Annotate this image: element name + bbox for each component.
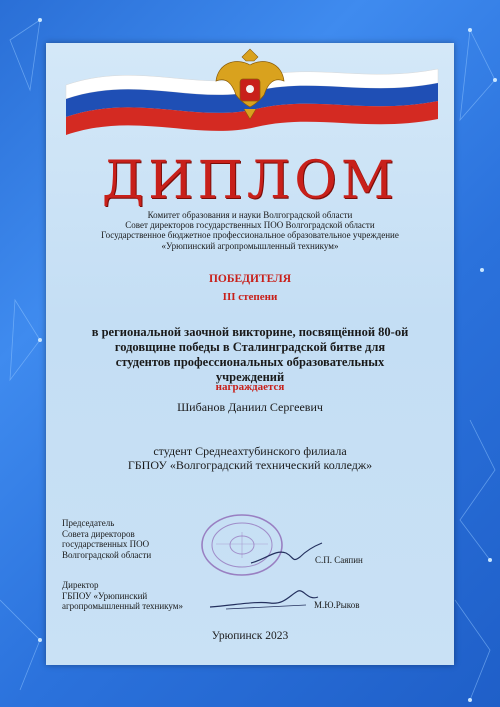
diploma-title: ДИПЛОМ xyxy=(101,151,399,211)
chairman-title xyxy=(62,518,151,560)
director-signature xyxy=(206,583,326,613)
description-line: учреждений xyxy=(215,370,285,384)
degree-label: III степени xyxy=(222,291,278,303)
recipient-name: Шибанов Даниил Сергеевич xyxy=(177,400,323,414)
winner-label: ПОБЕДИТЕЛЯ xyxy=(208,273,292,285)
chairman-name: С.П. Саяпин xyxy=(315,555,363,565)
student-affiliation xyxy=(46,444,454,472)
signature-label-line: Председатель xyxy=(62,518,115,528)
flag-ribbon xyxy=(46,43,454,153)
signature-label-line: ГБПОУ «Урюпинский xyxy=(62,590,148,601)
signature-label-line: государственных ПОО xyxy=(62,539,150,549)
description-line: в региональной заочной викторине, посвящённой 80-ой xyxy=(91,325,409,339)
signature-label-line: Волгоградской области xyxy=(62,549,152,560)
signature-label-line: агропромышленный техникум» xyxy=(62,601,183,611)
issuing-organizations xyxy=(56,210,444,251)
signature-label-line: Директор xyxy=(62,580,99,590)
org-line: Государственное бюджетное профессиональное образовательное учреждение xyxy=(101,230,399,241)
award-description xyxy=(60,325,440,385)
org-line: «Урюпинский агропромышленный техникум» xyxy=(161,240,339,251)
affiliation-line: ГБПОУ «Волгоградский технический колледж» xyxy=(127,458,373,472)
signature-label-line: Совета директоров xyxy=(62,528,135,539)
affiliation-line: студент Среднеахтубинского филиала xyxy=(153,444,347,458)
description-line: годовщине победы в Сталинградской битве для xyxy=(114,340,386,354)
awarded-label: награждается xyxy=(215,381,285,393)
chairman-signature xyxy=(246,539,326,569)
diploma-sheet xyxy=(46,43,454,665)
director-title xyxy=(62,580,183,612)
org-line: Комитет образования и науки Волгоградской области xyxy=(147,210,353,220)
place-and-year: Урюпинск 2023 xyxy=(211,630,289,642)
director-name: М.Ю.Рыков xyxy=(314,600,360,610)
description-line: студентов профессиональных образовательных xyxy=(115,355,385,369)
org-line: Совет директоров государственных ПОО Волгоградской области xyxy=(125,220,375,231)
